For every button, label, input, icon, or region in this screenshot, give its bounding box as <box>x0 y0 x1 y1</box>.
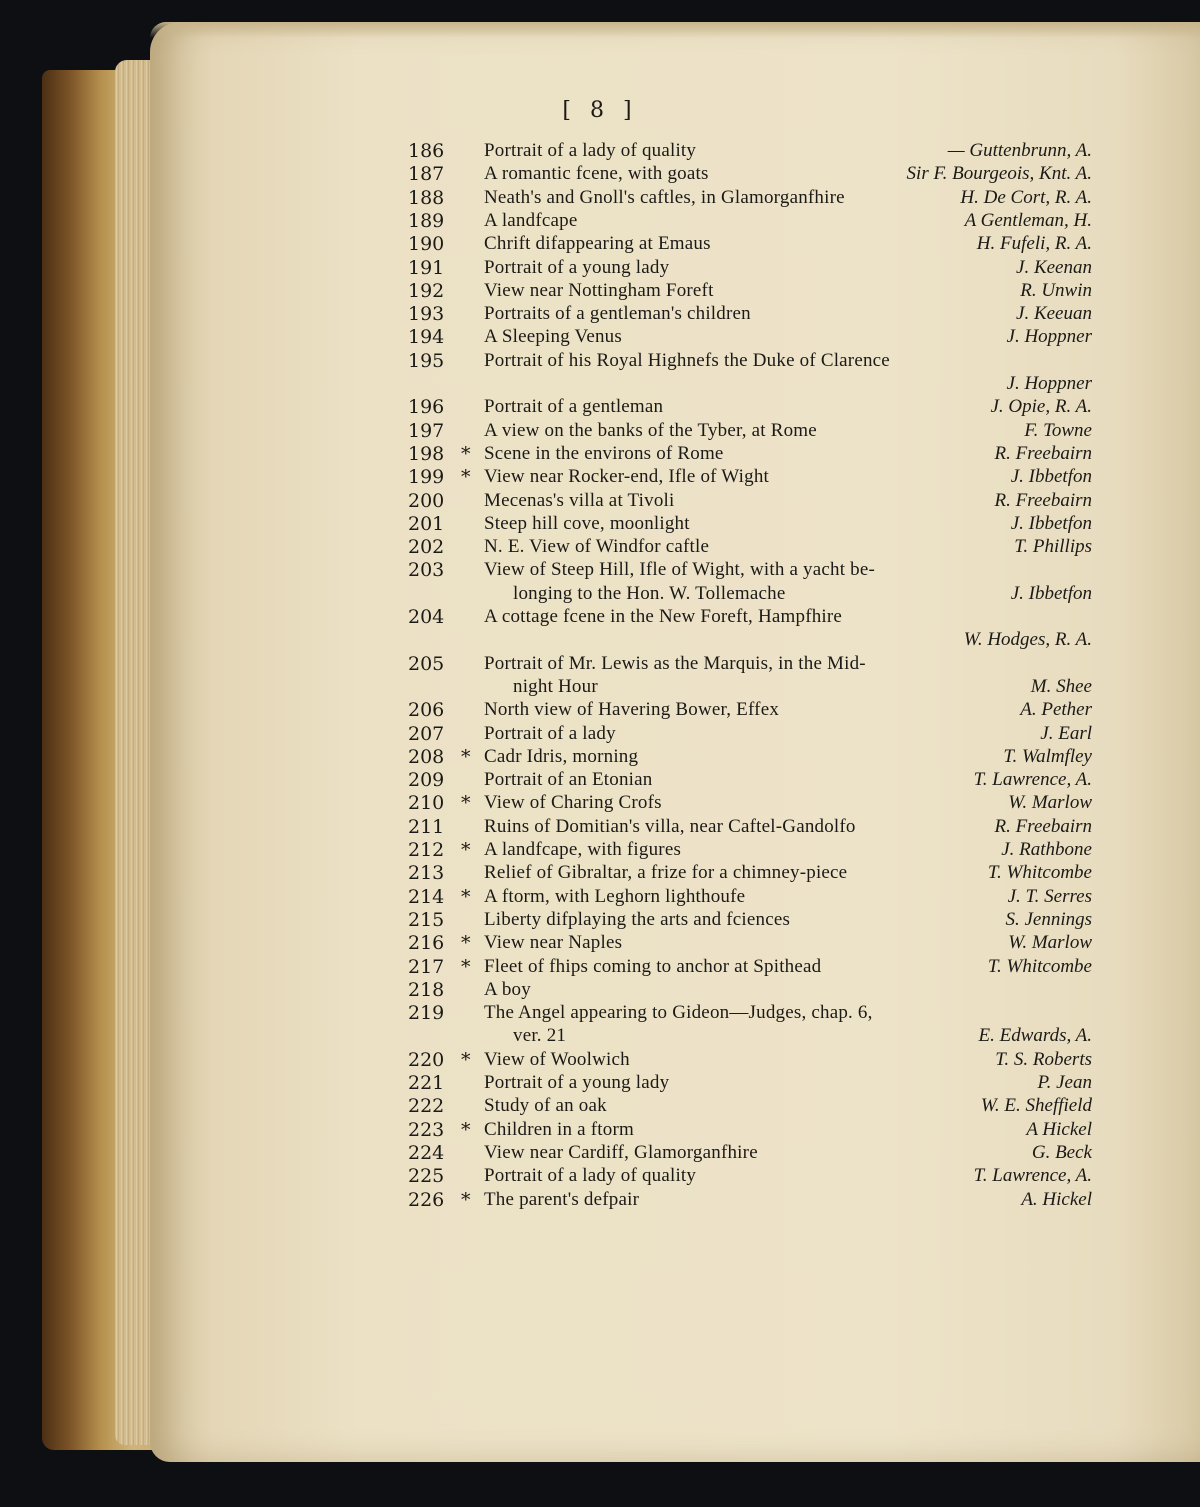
entry-title: Portrait of an Etonian <box>484 769 653 791</box>
entry-title: Portrait of his Royal Highnefs the Duke of Clarence <box>484 349 890 371</box>
entry-number: 206 <box>408 699 445 722</box>
entry-title: View near Naples <box>484 932 623 954</box>
entry-title: A landfcape, with figures <box>484 839 682 860</box>
entry-number: 195 <box>408 349 445 372</box>
entry-artist: E. Edwards, A. <box>978 1025 1092 1047</box>
entry-artist: J. Keeuan <box>1016 303 1092 325</box>
entry-artist: F. Towne <box>1024 419 1092 441</box>
entry-title: Cadr Idris, morning <box>484 745 639 767</box>
entry-number: 201 <box>408 512 445 535</box>
entry-artist: M. Shee <box>1030 675 1092 697</box>
entry-number: 223 <box>408 1118 445 1141</box>
entry-artist: T. Lawrence, A. <box>973 1165 1092 1187</box>
entry-artist: T. Whitcombe <box>987 862 1092 884</box>
entry-artist: R. Freebairn <box>994 442 1092 464</box>
entry-title-continued: longing to the Hon. W. Tollemache <box>513 582 786 604</box>
entry-number: 196 <box>408 396 445 419</box>
asterisk-mark: * <box>461 1188 471 1211</box>
entry-title: Steep hill cove, moonlight <box>484 512 690 534</box>
entry-artist: T. Phillips <box>1014 536 1092 558</box>
entry-title: View of Woolwich <box>484 1048 630 1070</box>
entry-title: Portrait of Mr. Lewis as the Marquis, in the Mid- <box>484 652 866 674</box>
entry-title: The Angel appearing to Gideon—Judges, chap. 6, <box>484 1002 873 1024</box>
entry-number: 215 <box>408 908 445 931</box>
entry-title: A cottage fcene in the New Foreft, Hampfhire <box>484 606 843 627</box>
entry-artist: A. Hickel <box>1021 1188 1092 1210</box>
entry-number: 194 <box>408 326 445 349</box>
entry-artist: T. Whitcombe <box>987 955 1092 977</box>
entry-title: Portrait of a gentleman <box>484 396 664 418</box>
entry-title: Neath's and Gnoll's caftles, in Glamorganfhire <box>484 186 845 208</box>
asterisk-mark: * <box>461 932 471 955</box>
entry-number: 208 <box>408 745 445 768</box>
entry-title: A view on the banks of the Tyber, at Rome <box>484 419 817 441</box>
entry-number: 209 <box>408 769 445 792</box>
entry-title: Portrait of a lady <box>484 722 616 744</box>
entry-number: 220 <box>408 1048 445 1071</box>
entry-number: 202 <box>408 536 445 559</box>
entry-title: Portrait of a young lady <box>484 1072 670 1093</box>
entry-title: Portrait of a young lady <box>484 256 670 278</box>
entry-artist: G. Beck <box>1031 1141 1092 1163</box>
asterisk-mark: * <box>461 839 471 861</box>
entry-artist: — Guttenbrunn, A. <box>947 140 1092 161</box>
entry-number: 225 <box>408 1165 445 1188</box>
entry-number: 189 <box>408 209 445 232</box>
entry-title: Portrait of a lady of quality <box>484 140 697 161</box>
entry-number: 199 <box>408 466 445 489</box>
entry-number: 218 <box>408 978 445 1001</box>
asterisk-mark: * <box>461 955 471 978</box>
entry-number: 187 <box>408 163 445 186</box>
entry-artist: J. Keenan <box>1016 256 1092 278</box>
asterisk-mark: * <box>461 792 471 815</box>
entry-title: Relief of Gibraltar, a frize for a chimney-piece <box>484 862 848 884</box>
entry-number: 197 <box>408 419 445 442</box>
entry-artist: J. Earl <box>1040 722 1092 744</box>
entry-number: 186 <box>408 140 445 162</box>
entry-title: North view of Havering Bower, Effex <box>484 699 780 721</box>
entry-title: View near Rocker-end, Ifle of Wight <box>484 466 770 488</box>
entry-artist: H. De Cort, R. A. <box>960 186 1092 208</box>
entry-artist: J. Ibbetfon <box>1010 466 1092 488</box>
asterisk-mark: * <box>461 442 471 465</box>
entry-artist: J. Rathbone <box>1001 839 1092 860</box>
entry-title: N. E. View of Windfor caftle <box>484 536 710 558</box>
entry-number: 207 <box>408 722 445 745</box>
entry-artist: J. T. Serres <box>1007 885 1092 907</box>
page-header: [ 8 ] <box>562 98 638 123</box>
entry-artist: J. Ibbetfon <box>1010 512 1092 534</box>
entry-number: 192 <box>408 279 445 302</box>
entry-title: View of Charing Crofs <box>484 792 662 814</box>
entry-title: Liberty difplaying the arts and fciences <box>484 908 791 930</box>
entry-artist: T. S. Roberts <box>995 1048 1092 1070</box>
asterisk-mark: * <box>461 466 471 489</box>
entry-title: View near Cardiff, Glamorganfhire <box>484 1141 758 1163</box>
entry-number: 204 <box>408 606 445 628</box>
entry-title: A boy <box>484 978 531 1000</box>
entry-artist: T. Walmfley <box>1003 745 1092 767</box>
entry-number: 213 <box>408 862 445 885</box>
entry-number: 198 <box>408 442 445 465</box>
entry-artist: A. Pether <box>1020 699 1092 721</box>
entry-title: View of Steep Hill, Ifle of Wight, with a yacht be- <box>484 559 876 581</box>
entry-number: 188 <box>408 186 445 209</box>
entry-title: A romantic fcene, with goats <box>484 163 709 185</box>
entry-artist: W. Hodges, R. A. <box>963 629 1092 651</box>
entry-artist: J. Hoppner <box>1006 373 1092 394</box>
entry-title: Portrait of a lady of quality <box>484 1165 697 1187</box>
entry-title-continued: night Hour <box>513 675 598 697</box>
entry-number: 211 <box>408 815 445 838</box>
entry-number: 219 <box>408 1002 445 1025</box>
entry-artist: R. Unwin <box>1020 279 1092 301</box>
entry-title: View near Nottingham Foreft <box>484 279 714 301</box>
entry-title: Scene in the environs of Rome <box>484 442 724 464</box>
entry-number: 205 <box>408 652 445 675</box>
entry-artist: T. Lawrence, A. <box>973 769 1092 791</box>
entry-number: 224 <box>408 1141 445 1164</box>
entry-artist: W. Marlow <box>1008 792 1092 814</box>
entry-artist: W. Marlow <box>1008 932 1092 954</box>
entry-artist: J. Hoppner <box>1006 326 1092 348</box>
entry-number: 193 <box>408 303 445 326</box>
entry-number: 222 <box>408 1095 445 1118</box>
entry-number: 210 <box>408 792 445 815</box>
entry-number: 216 <box>408 932 445 955</box>
entry-title: The parent's defpair <box>484 1188 640 1210</box>
entry-title: Chrift difappearing at Emaus <box>484 233 711 255</box>
entry-title: A ftorm, with Leghorn lighthoufe <box>484 885 746 907</box>
entry-number: 212 <box>408 839 445 861</box>
entry-artist: J. Ibbetfon <box>1010 582 1092 604</box>
entry-artist: A Hickel <box>1026 1118 1092 1140</box>
entry-artist: P. Jean <box>1037 1072 1092 1093</box>
entry-artist: R. Freebairn <box>994 489 1092 511</box>
entry-number: 191 <box>408 256 445 279</box>
entry-number: 200 <box>408 489 445 512</box>
entry-artist: Sir F. Bourgeois, Knt. A. <box>906 163 1092 185</box>
asterisk-mark: * <box>461 885 471 908</box>
entry-title: Fleet of fhips coming to anchor at Spithead <box>484 955 822 977</box>
entry-title: Ruins of Domitian's villa, near Caftel-Gandolfo <box>484 815 856 837</box>
entry-title: A Sleeping Venus <box>484 326 622 348</box>
entry-number: 226 <box>408 1188 445 1211</box>
entry-artist: S. Jennings <box>1005 908 1092 930</box>
entry-artist: W. E. Sheffield <box>980 1095 1092 1117</box>
entry-artist: A Gentleman, H. <box>964 209 1092 231</box>
entry-title: Mecenas's villa at Tivoli <box>484 489 675 511</box>
entry-artist: H. Fufeli, R. A. <box>976 233 1092 255</box>
entry-title: Portraits of a gentleman's children <box>484 303 751 325</box>
entry-number: 203 <box>408 559 445 582</box>
entry-title: A landfcape <box>484 209 578 231</box>
asterisk-mark: * <box>461 1048 471 1071</box>
entry-number: 214 <box>408 885 445 908</box>
entry-artist: R. Freebairn <box>994 815 1092 837</box>
entry-number: 190 <box>408 233 445 256</box>
entry-title: Study of an oak <box>484 1095 607 1117</box>
entry-number: 221 <box>408 1072 445 1094</box>
page-top-edge <box>150 22 1200 38</box>
entry-artist: J. Opie, R. A. <box>990 396 1092 418</box>
entry-number: 217 <box>408 955 445 978</box>
asterisk-mark: * <box>461 1118 471 1141</box>
asterisk-mark: * <box>461 745 471 768</box>
entry-title-continued: ver. 21 <box>513 1025 567 1047</box>
entry-title: Children in a ftorm <box>484 1118 634 1140</box>
